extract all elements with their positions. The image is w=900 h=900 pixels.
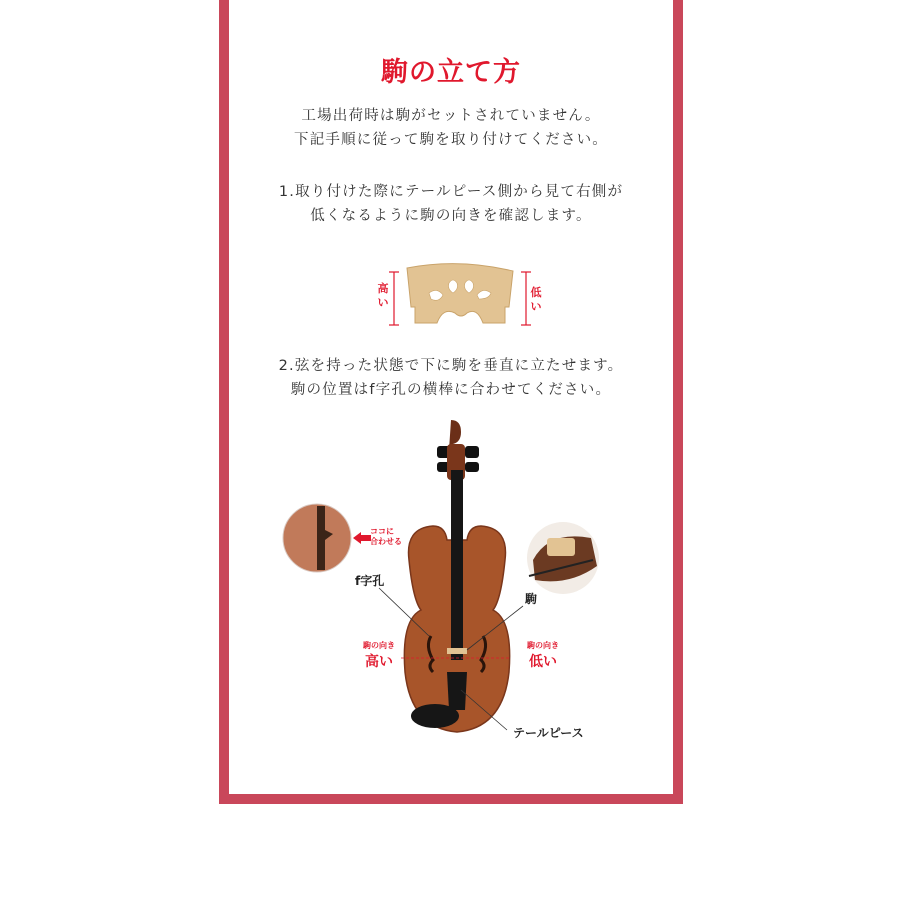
step-1-line-1: 1.取り付けた際にテールピース側から見て右側が bbox=[278, 184, 624, 200]
arrow-icon bbox=[353, 532, 371, 544]
callout-text: ココに 合わせる bbox=[370, 527, 402, 546]
intro-line-1: 工場出荷時は駒がセットされていません。 bbox=[301, 108, 601, 124]
bridge-zoom-circle bbox=[527, 522, 599, 594]
step-1-line-2: 低くなるように駒の向きを確認します。 bbox=[310, 208, 592, 224]
violin bbox=[404, 420, 509, 732]
step-2-line-2: 駒の位置はf字孔の横棒に合わせてください。 bbox=[290, 382, 612, 398]
f-hole-zoom-circle bbox=[283, 504, 351, 572]
left-direction-label: 駒の向き 高い bbox=[363, 641, 395, 670]
violin-illustration bbox=[229, 410, 673, 750]
bridge-diagram bbox=[369, 255, 549, 337]
bridge-shape bbox=[407, 264, 513, 323]
bridge-low-label: 低い bbox=[530, 286, 542, 313]
tailpiece-label: テールピース bbox=[513, 726, 584, 740]
bridge-high-label: 高い bbox=[377, 282, 389, 309]
step-2-text bbox=[229, 354, 673, 402]
instruction-card bbox=[219, 0, 683, 804]
step-1-text bbox=[229, 180, 673, 228]
right-direction-label: 駒の向き 低い bbox=[527, 641, 559, 670]
bridge-label: 駒 bbox=[525, 592, 538, 606]
f-hole-label: f字孔 bbox=[355, 574, 385, 588]
intro-line-2: 下記手順に従って駒を取り付けてください。 bbox=[294, 132, 608, 148]
step-2-line-1: 2.弦を持った状態で下に駒を垂直に立たせます。 bbox=[278, 358, 624, 374]
page-title: 駒の立て方 bbox=[381, 57, 521, 88]
intro-text bbox=[229, 104, 673, 152]
